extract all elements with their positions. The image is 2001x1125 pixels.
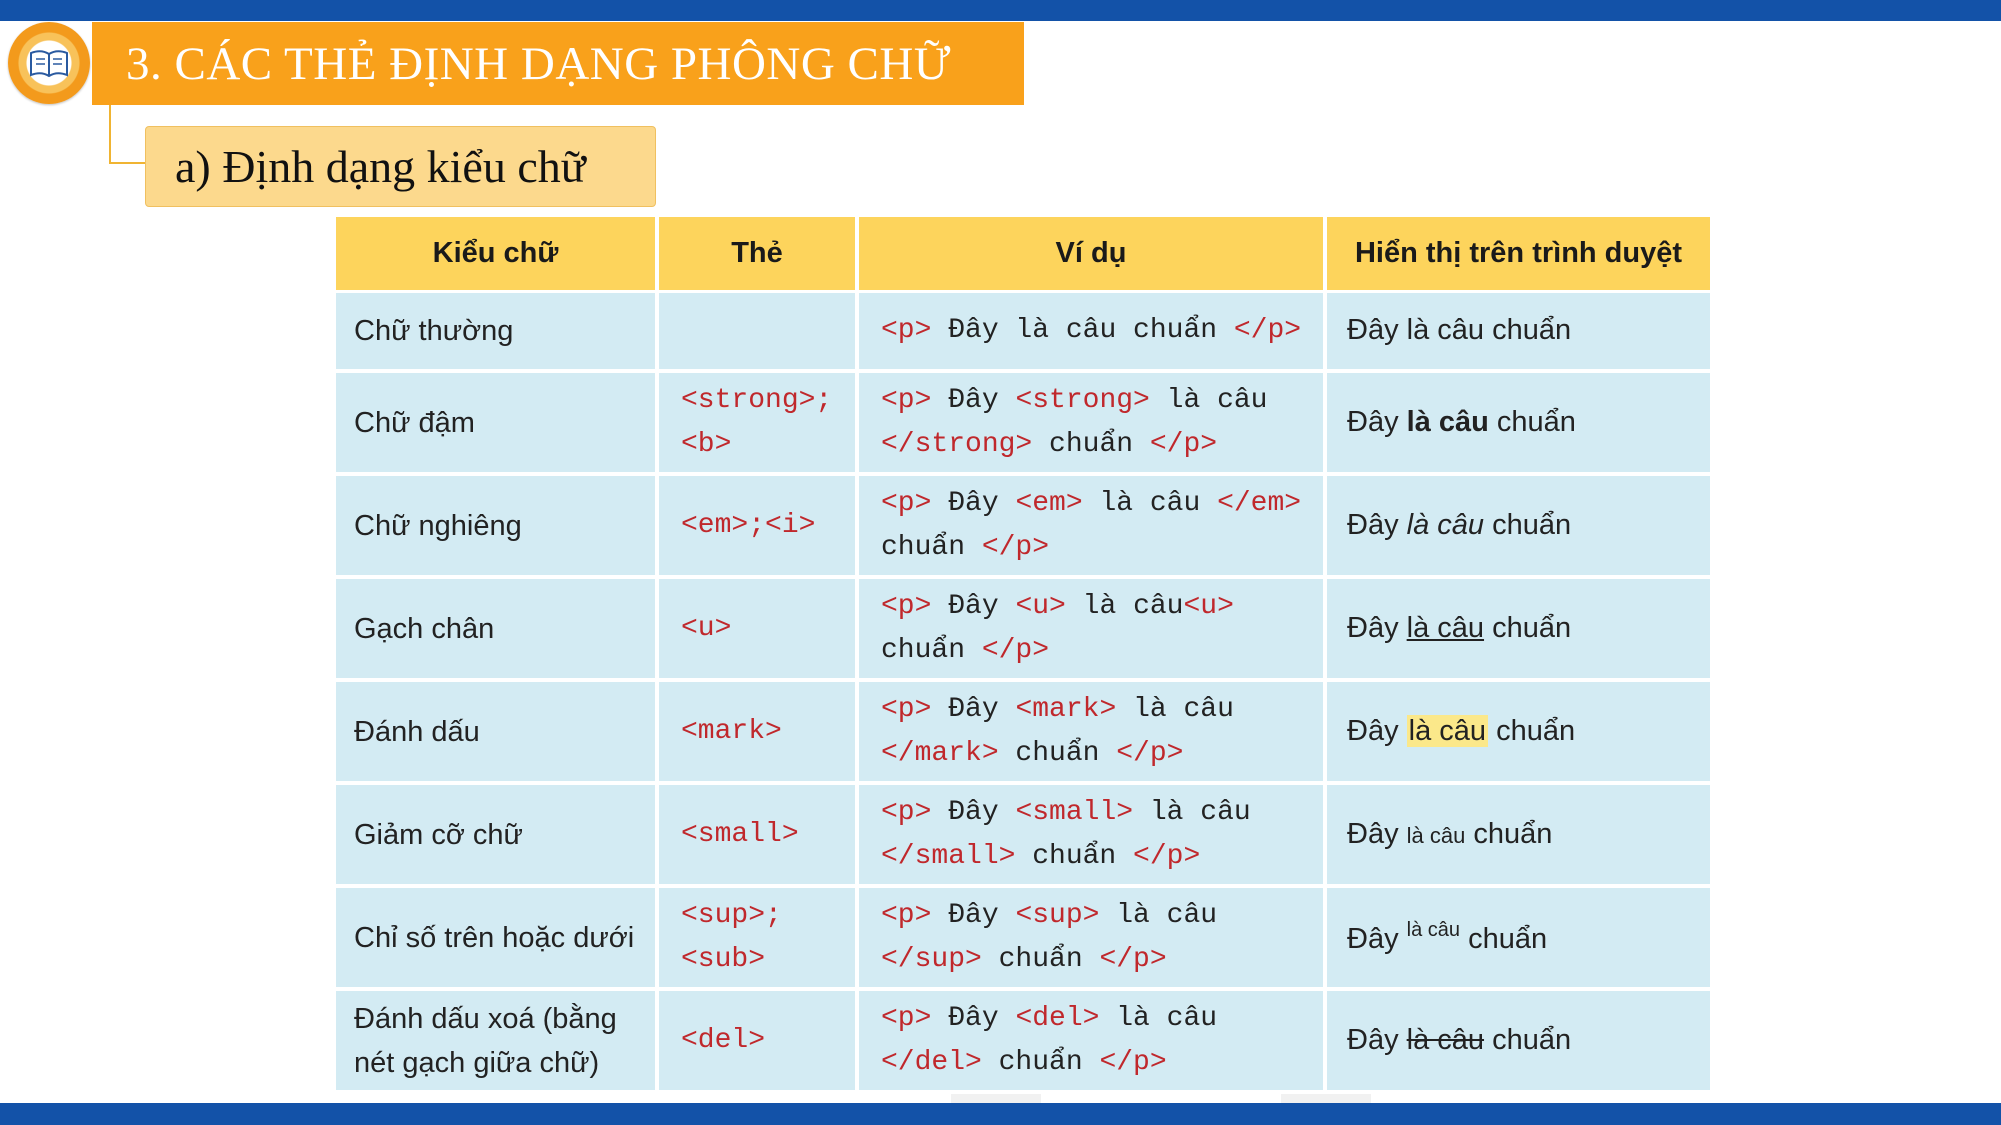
connector-line xyxy=(109,105,111,163)
example-code: <p> Đây <mark> là câu </mark> chuẩn </p> xyxy=(857,680,1325,783)
tag-cell: <u> xyxy=(657,577,857,680)
subtitle-box xyxy=(145,126,656,207)
font-style-table-container xyxy=(336,217,1710,1091)
title-banner xyxy=(92,22,1024,105)
table-row xyxy=(336,577,1710,680)
table-row xyxy=(336,886,1710,989)
tag-cell xyxy=(657,291,857,371)
table-row xyxy=(336,291,1710,371)
bottom-bar xyxy=(0,1103,2001,1125)
tag-cell: <sup>; <sub> xyxy=(657,886,857,989)
page-title: 3. CÁC THẺ ĐỊNH DẠNG PHÔNG CHỮ xyxy=(126,37,951,90)
display-preview: Đây là câu chuẩn xyxy=(1325,783,1710,886)
tag-cell: <strong>; <b> xyxy=(657,371,857,474)
section-subtitle: a) Định dạng kiểu chữ xyxy=(175,141,586,192)
font-style-table xyxy=(336,217,1710,1094)
style-name: Chữ đậm xyxy=(336,371,657,474)
style-name: Đánh dấu xoá (bằng nét gạch giữa chữ) xyxy=(336,989,657,1092)
style-name: Giảm cỡ chữ xyxy=(336,783,657,886)
tag-cell: <small> xyxy=(657,783,857,886)
connector-line xyxy=(109,162,145,164)
tag-cell: <em>;<i> xyxy=(657,474,857,577)
example-code: <p> Đây <em> là câu </em> chuẩn </p> xyxy=(857,474,1325,577)
display-preview: Đây là câu chuẩn xyxy=(1325,371,1710,474)
display-preview: Đây là câu chuẩn xyxy=(1325,474,1710,577)
example-code: <p> Đây <strong> là câu </strong> chuẩn </p> xyxy=(857,371,1325,474)
display-preview: Đây $^{là câu}$ chuẩn xyxy=(1325,886,1710,989)
style-name: Gạch chân xyxy=(336,577,657,680)
display-preview: Đây là câu chuẩn xyxy=(1325,989,1710,1092)
tag-cell: <del> xyxy=(657,989,857,1092)
display-preview: Đây là câu chuẩn xyxy=(1325,577,1710,680)
example-code: <p> Đây <small> là câu </small> chuẩn </p> xyxy=(857,783,1325,886)
header-tag: Thẻ xyxy=(657,217,857,291)
table-row xyxy=(336,783,1710,886)
tag-cell: <mark> xyxy=(657,680,857,783)
table-row xyxy=(336,371,1710,474)
style-name: Chỉ số trên hoặc dưới xyxy=(336,886,657,989)
header-display: Hiển thị trên trình duyệt xyxy=(1325,217,1710,291)
table-row xyxy=(336,989,1710,1092)
style-name: Chữ thường xyxy=(336,291,657,371)
display-preview: Đây là câu chuẩn xyxy=(1325,291,1710,371)
style-name: Chữ nghiêng xyxy=(336,474,657,577)
header-example: Ví dụ xyxy=(857,217,1325,291)
table-row xyxy=(336,474,1710,577)
example-code: <p> Đây <del> là câu </del> chuẩn </p> xyxy=(857,989,1325,1092)
open-book-icon xyxy=(8,22,90,104)
example-code: <p> Đây <sup> là câu </sup> chuẩn </p> xyxy=(857,886,1325,989)
header-style: Kiểu chữ xyxy=(336,217,657,291)
table-row xyxy=(336,680,1710,783)
example-code: <p> Đây <u> là câu<u> chuẩn </p> xyxy=(857,577,1325,680)
style-name: Đánh dấu xyxy=(336,680,657,783)
table-header-row xyxy=(336,217,1710,291)
example-code: <p> Đây là câu chuẩn </p> xyxy=(857,291,1325,371)
display-preview: Đây là câu chuẩn xyxy=(1325,680,1710,783)
top-bar xyxy=(0,0,2001,21)
